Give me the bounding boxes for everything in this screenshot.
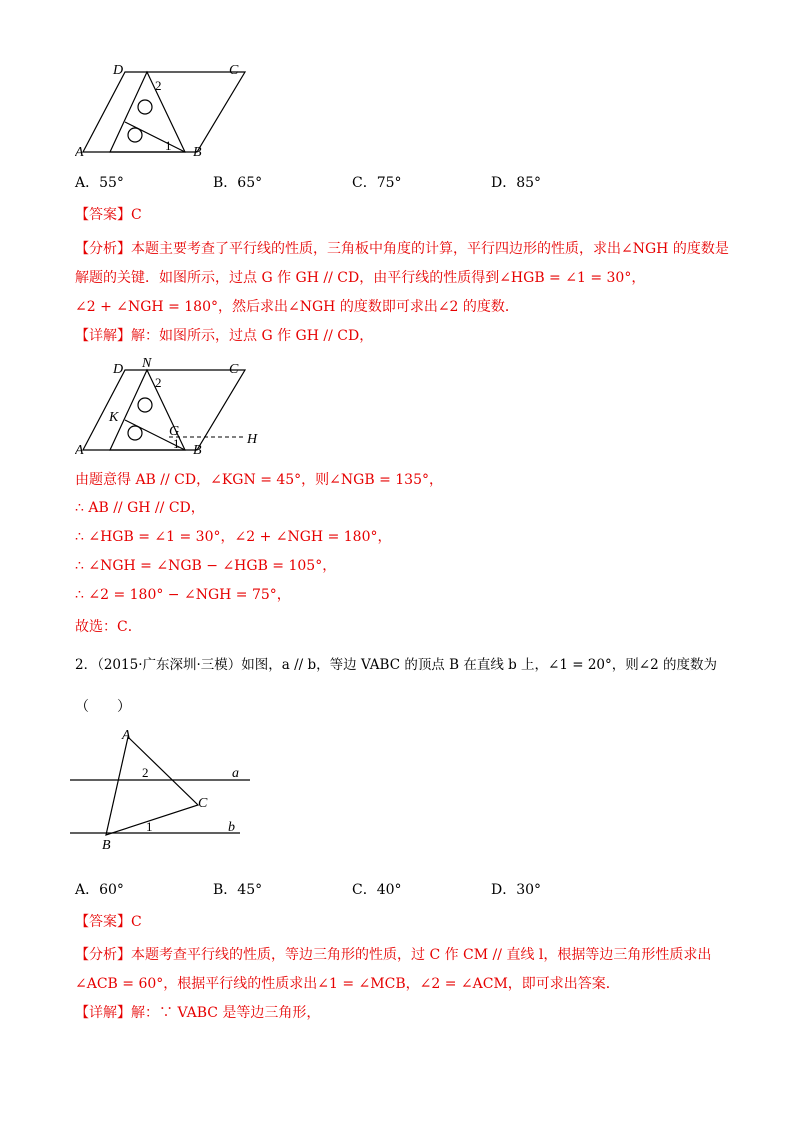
fig2-label-c: C: [229, 362, 239, 377]
fig1-angle-2: 2: [155, 78, 162, 93]
fig3-label-c: C: [198, 796, 208, 811]
q2-stem: 2．（2015·广东深圳·三模）如图，a // b，等边 VABC 的顶点 B 在直线 b 上，∠1 = 20°，则∠2 的度数为: [75, 657, 717, 673]
fig1-angle-1: 1: [165, 138, 172, 153]
q1-choice-c: C．75°: [352, 175, 402, 191]
q1-analysis-1: 【分析】本题主要考查了平行线的性质，三角板中角度的计算，平行四边形的性质，求出∠NGH 的度数是: [75, 241, 729, 257]
fig2-label-b: B: [193, 443, 202, 458]
fig2-label-a: A: [75, 443, 84, 458]
q2-choice-a: A．60°: [75, 882, 124, 898]
fig1-label-b: B: [193, 145, 202, 160]
fig3-label-b: B: [102, 838, 111, 853]
q1-step-2: ∴ AB // GH // CD，: [75, 500, 205, 516]
q1-analysis-3: ∠2 + ∠NGH = 180°，然后求出∠NGH 的度数即可求出∠2 的度数．: [75, 299, 519, 315]
fig2-angle-2: 2: [155, 375, 162, 390]
q1-step-5: ∴ ∠2 = 180° − ∠NGH = 75°，: [75, 587, 291, 603]
q1-choice-b: B．65°: [213, 175, 263, 191]
fig3-angle-1: 1: [146, 819, 153, 834]
q1-step-4: ∴ ∠NGH = ∠NGB − ∠HGB = 105°，: [75, 558, 337, 574]
fig2-label-n: N: [142, 356, 152, 371]
q1-answer: 【答案】C: [75, 207, 142, 223]
fig2-angle-1: 1: [173, 436, 180, 451]
q2-detail: 【详解】解：∵ VABC 是等边三角形，: [75, 1005, 321, 1021]
q2-choice-c: C．40°: [352, 882, 402, 898]
q2-choice-b: B．45°: [213, 882, 263, 898]
q1-detail: 【详解】解：如图所示，过点 G 作 GH // CD，: [75, 328, 374, 344]
q1-choice-a: A．55°: [75, 175, 124, 191]
fig2-label-g: G: [169, 424, 180, 439]
q1-step-1: 由题意得 AB // CD，∠KGN = 45°，则∠NGB = 135°，: [75, 472, 443, 488]
fig2-label-h: H: [247, 432, 258, 447]
q2-answer: 【答案】C: [75, 914, 142, 930]
figure-2-parallelogram-with-h: [75, 355, 275, 465]
fig3-label-a: A: [122, 728, 131, 743]
fig3-label-line-a: a: [232, 766, 239, 781]
fig1-label-a: A: [75, 145, 84, 160]
fig3-angle-2: 2: [142, 765, 149, 780]
q2-analysis-2: ∠ACB = 60°，根据平行线的性质求出∠1 = ∠MCB，∠2 = ∠ACM，即可求出答案．: [75, 976, 620, 992]
fig1-label-c: C: [229, 63, 239, 78]
figure-3-triangle-parallel-lines: [70, 725, 270, 855]
fig2-label-d: D: [113, 362, 124, 377]
q1-final: 故选：C．: [75, 619, 142, 635]
q2-paren: （ ）: [75, 699, 131, 715]
q1-choice-d: D．85°: [491, 175, 542, 191]
fig2-label-k: K: [109, 410, 119, 425]
q2-analysis-1: 【分析】本题考查平行线的性质，等边三角形的性质，过 C 作 CM // 直线 l，根据等边三角形性质求出: [75, 947, 712, 963]
q2-choice-d: D．30°: [491, 882, 542, 898]
fig1-label-d: D: [113, 63, 124, 78]
q1-analysis-2: 解题的关键．如图所示，过点 G 作 GH // CD，由平行线的性质得到∠HGB = ∠1 = 30°，: [75, 270, 646, 286]
figure-1-parallelogram: [75, 62, 275, 162]
fig3-label-line-b: b: [228, 820, 235, 835]
q1-step-3: ∴ ∠HGB = ∠1 = 30°，∠2 + ∠NGH = 180°，: [75, 529, 392, 545]
